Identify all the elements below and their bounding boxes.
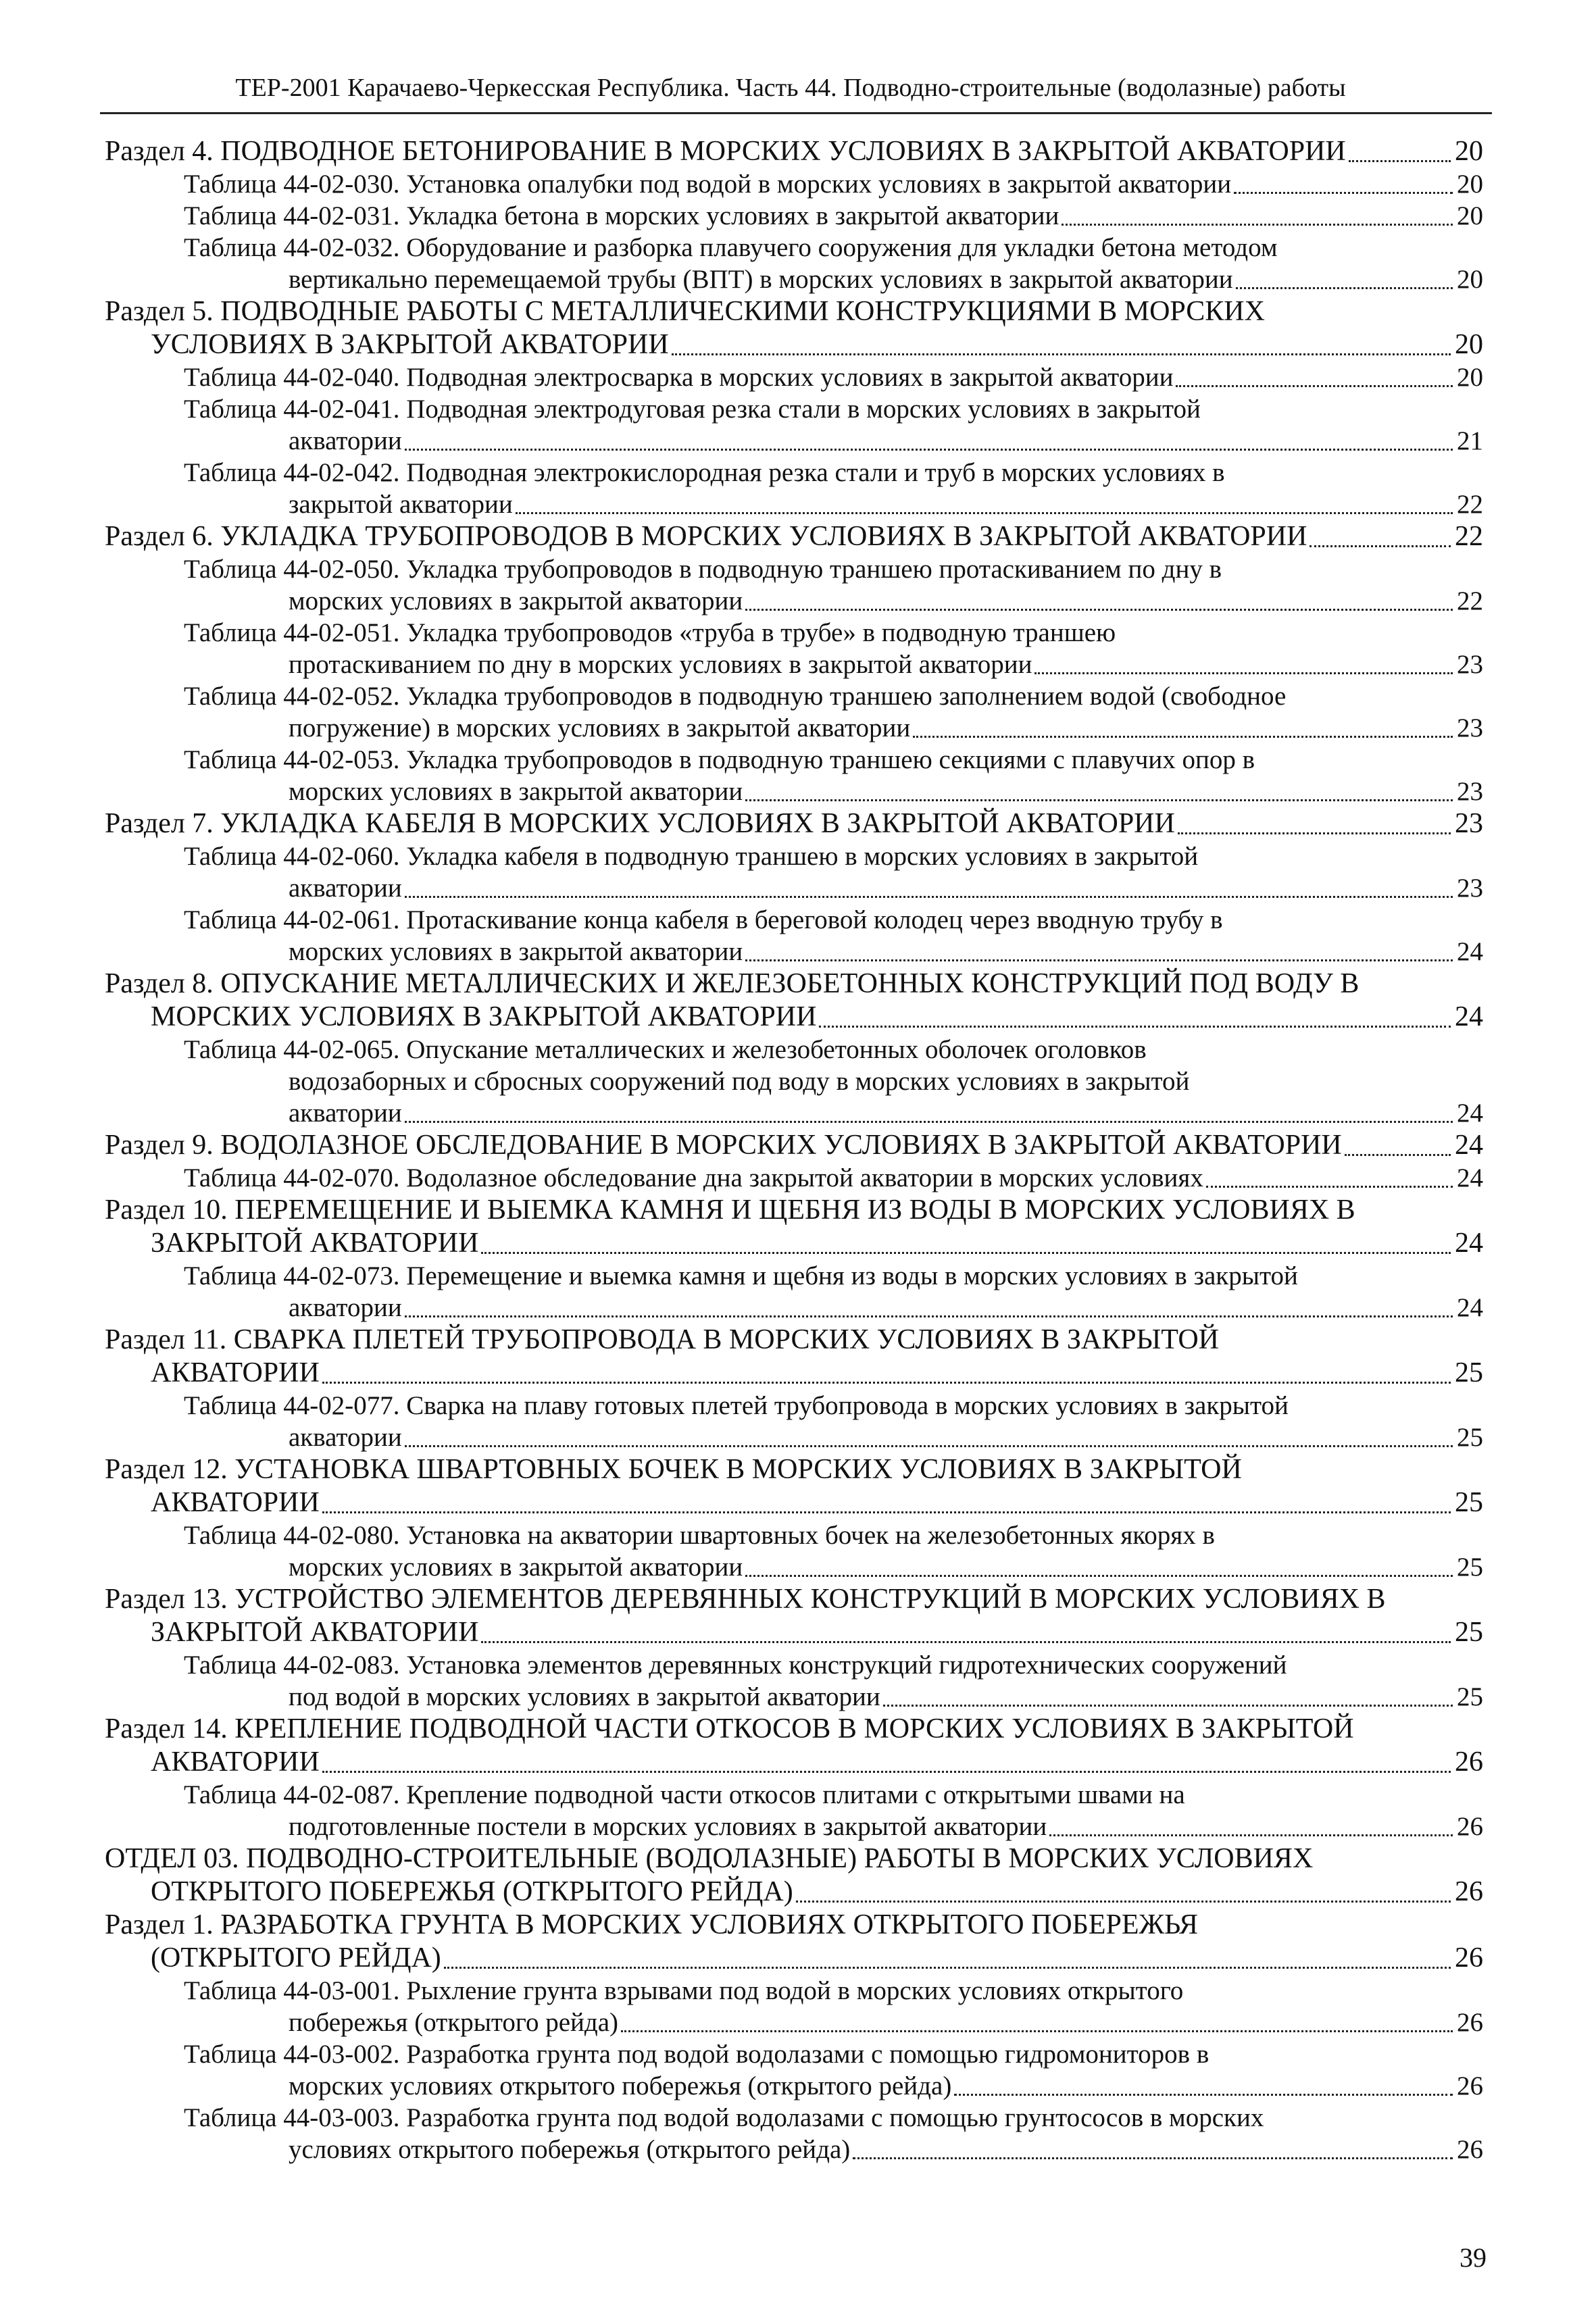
- toc-page-number: 22: [1457, 586, 1483, 615]
- table-of-contents: [0, 135, 1596, 2165]
- dot-leader: [481, 1252, 1451, 1254]
- dot-leader: [883, 1705, 1453, 1707]
- toc-entry-text: Раздел 5. ПОДВОДНЫЕ РАБОТЫ С МЕТАЛЛИЧЕСКИМИ КОНСТРУКЦИЯМИ В МОРСКИХ: [105, 296, 1265, 327]
- toc-table-entry[interactable]: [184, 232, 1483, 295]
- toc-entry-text: Таблица 44-02-065. Опускание металлических и железобетонных оболочек оголовков: [184, 1035, 1147, 1064]
- dot-leader: [745, 1575, 1453, 1577]
- toc-entry-text: Таблица 44-02-030. Установка опалубки под водой в морских условиях в закрытой акватории: [184, 170, 1232, 199]
- dot-leader: [1034, 672, 1453, 674]
- toc-section-entry[interactable]: [105, 967, 1483, 1034]
- toc-entry-text: Таблица 44-02-051. Укладка трубопроводов «труба в трубе» в подводную траншею: [184, 618, 1116, 647]
- toc-entry-text: УСЛОВИЯХ В ЗАКРЫТОЙ АКВАТОРИИ: [151, 329, 669, 360]
- toc-page-number: 26: [1457, 2135, 1483, 2164]
- toc-page-number: 24: [1457, 937, 1483, 966]
- dot-leader: [322, 1382, 1451, 1384]
- toc-page-number: 23: [1457, 650, 1483, 679]
- dot-leader: [1236, 287, 1453, 289]
- toc-entry-text: Таблица 44-02-073. Перемещение и выемка камня и щебня из воды в морских условиях в закрытой: [184, 1261, 1298, 1290]
- toc-table-entry[interactable]: [184, 553, 1483, 617]
- toc-entry-text: морских условиях в закрытой акватории: [289, 1553, 743, 1582]
- toc-table-entry[interactable]: [184, 200, 1483, 232]
- toc-entry-text: Раздел 10. ПЕРЕМЕЩЕНИЕ И ВЫЕМКА КАМНЯ И ЩЕБНЯ ИЗ ВОДЫ В МОРСКИХ УСЛОВИЯХ В: [105, 1194, 1355, 1226]
- toc-entry-text: Таблица 44-02-032. Оборудование и разборка плавучего сооружения для укладки бетона методом: [184, 233, 1278, 262]
- toc-page-number: 25: [1455, 1357, 1483, 1388]
- toc-entry-text: Таблица 44-02-077. Сварка на плаву готовых плетей трубопровода в морских условиях в закрытой: [184, 1391, 1289, 1420]
- toc-table-entry[interactable]: [184, 1390, 1483, 1453]
- toc-entry-text: подготовленные постели в морских условиях в закрытой акватории: [289, 1812, 1047, 1841]
- toc-entry-text: (ОТКРЫТОГО РЕЙДА): [151, 1942, 441, 1973]
- dot-leader: [1178, 832, 1451, 834]
- dot-leader: [481, 1641, 1451, 1643]
- running-header: ТЕР-2001 Карачаево-Черкесская Республика. Часть 44. Подводно-строительные (водолазные) работы: [235, 74, 1346, 102]
- toc-table-entry[interactable]: [184, 1779, 1483, 1842]
- toc-entry-text: акватории: [289, 874, 402, 903]
- toc-entry-text: акватории: [289, 1423, 402, 1452]
- toc-entry-text: водозаборных и сбросных сооружений под воду в морских условиях в закрытой: [289, 1067, 1190, 1096]
- toc-table-entry[interactable]: [184, 617, 1483, 680]
- dot-leader: [405, 449, 1453, 451]
- toc-section-entry[interactable]: [105, 1583, 1483, 1649]
- toc-entry-text: Таблица 44-03-003. Разработка грунта под водой водолазами с помощью грунтососов в морских: [184, 2103, 1264, 2132]
- toc-entry-text: Раздел 4. ПОДВОДНОЕ БЕТОНИРОВАНИЕ В МОРСКИХ УСЛОВИЯХ В ЗАКРЫТОЙ АКВАТОРИИ: [105, 136, 1346, 167]
- toc-entry-text: МОРСКИХ УСЛОВИЯХ В ЗАКРЫТОЙ АКВАТОРИИ: [151, 1001, 817, 1032]
- toc-entry-text: Таблица 44-02-050. Укладка трубопроводов в подводную траншею протаскиванием по дну в: [184, 555, 1222, 584]
- toc-entry-text: АКВАТОРИИ: [151, 1357, 320, 1388]
- toc-table-entry[interactable]: [184, 1260, 1483, 1324]
- dot-leader: [853, 2157, 1453, 2159]
- toc-page-number: 26: [1455, 1876, 1483, 1907]
- toc-entry-text: Раздел 14. КРЕПЛЕНИЕ ПОДВОДНОЙ ЧАСТИ ОТКОСОВ В МОРСКИХ УСЛОВИЯХ В ЗАКРЫТОЙ: [105, 1713, 1354, 1744]
- toc-page-number: 24: [1455, 1228, 1483, 1259]
- toc-entry-text: побережья (открытого рейда): [289, 2008, 619, 2037]
- toc-table-entry[interactable]: [184, 1649, 1483, 1713]
- toc-page-number: 22: [1457, 490, 1483, 519]
- toc-section-entry[interactable]: [105, 135, 1483, 168]
- dot-leader: [1345, 1154, 1451, 1156]
- toc-table-entry[interactable]: [184, 1034, 1483, 1129]
- toc-entry-text: под водой в морских условиях в закрытой акватории: [289, 1682, 880, 1711]
- toc-page-number: 20: [1455, 329, 1483, 360]
- toc-entry-text: ОТКРЫТОГО ПОБЕРЕЖЬЯ (ОТКРЫТОГО РЕЙДА): [151, 1876, 793, 1907]
- toc-entry-text: Таблица 44-02-060. Укладка кабеля в подводную траншею в морских условиях в закрытой: [184, 842, 1199, 871]
- dot-leader: [444, 1967, 1451, 1969]
- dot-leader: [405, 896, 1453, 898]
- toc-page-number: 20: [1455, 136, 1483, 167]
- toc-page-number: 23: [1457, 713, 1483, 743]
- toc-entry-text: Раздел 9. ВОДОЛАЗНОЕ ОБСЛЕДОВАНИЕ В МОРСКИХ УСЛОВИЯХ В ЗАКРЫТОЙ АКВАТОРИИ: [105, 1130, 1342, 1161]
- toc-entry-text: АКВАТОРИИ: [151, 1746, 320, 1778]
- toc-page-number: 24: [1455, 1130, 1483, 1161]
- toc-page-number: 24: [1457, 1163, 1483, 1192]
- toc-page-number: 26: [1457, 2071, 1483, 2101]
- toc-section-entry[interactable]: [105, 1842, 1483, 1909]
- toc-table-entry[interactable]: [184, 361, 1483, 393]
- toc-table-entry[interactable]: [184, 1975, 1483, 2038]
- toc-entry-text: ЗАКРЫТОЙ АКВАТОРИИ: [151, 1228, 479, 1259]
- dot-leader: [1234, 192, 1453, 194]
- toc-section-entry[interactable]: [105, 1129, 1483, 1162]
- dot-leader: [405, 1445, 1453, 1447]
- toc-page-number: 25: [1455, 1617, 1483, 1648]
- toc-section-entry[interactable]: [105, 1324, 1483, 1390]
- toc-entry-text: Таблица 44-02-070. Водолазное обследование дна закрытой акватории в морских условиях: [184, 1163, 1203, 1192]
- toc-entry-text: вертикально перемещаемой трубы (ВПТ) в морских условиях в закрытой акватории: [289, 265, 1233, 294]
- toc-page-number: 25: [1457, 1553, 1483, 1582]
- toc-entry-text: Таблица 44-02-053. Укладка трубопроводов в подводную траншею секциями с плавучих опор в: [184, 745, 1255, 774]
- toc-entry-text: морских условиях в закрытой акватории: [289, 586, 743, 615]
- toc-entry-text: акватории: [289, 1099, 402, 1128]
- toc-table-entry[interactable]: [184, 2038, 1483, 2102]
- toc-table-entry[interactable]: [184, 393, 1483, 457]
- toc-table-entry[interactable]: [184, 904, 1483, 967]
- toc-table-entry[interactable]: [184, 1519, 1483, 1583]
- toc-page-number: 24: [1455, 1001, 1483, 1032]
- dot-leader: [322, 1771, 1451, 1773]
- dot-leader: [819, 1026, 1451, 1028]
- toc-entry-text: условиях открытого побережья (открытого рейда): [289, 2135, 851, 2164]
- toc-entry-text: Таблица 44-03-001. Рыхление грунта взрывами под водой в морских условиях открытого: [184, 1976, 1184, 2005]
- toc-entry-text: морских условиях в закрытой акватории: [289, 937, 743, 966]
- dot-leader: [405, 1121, 1453, 1123]
- toc-entry-text: Раздел 7. УКЛАДКА КАБЕЛЯ В МОРСКИХ УСЛОВИЯХ В ЗАКРЫТОЙ АКВАТОРИИ: [105, 808, 1175, 839]
- dot-leader: [1176, 385, 1453, 387]
- toc-page-number: 25: [1457, 1423, 1483, 1452]
- dot-leader: [796, 1901, 1451, 1903]
- toc-entry-text: морских условиях открытого побережья (открытого рейда): [289, 2071, 952, 2101]
- toc-table-entry[interactable]: [184, 744, 1483, 807]
- dot-leader: [405, 1315, 1453, 1317]
- toc-page-number: 23: [1457, 777, 1483, 806]
- toc-page-number: 26: [1457, 1812, 1483, 1841]
- dot-leader: [745, 609, 1453, 611]
- dot-leader: [1349, 160, 1451, 162]
- toc-section-entry[interactable]: [105, 1194, 1483, 1260]
- dot-leader: [516, 512, 1453, 514]
- toc-page-number: 20: [1457, 170, 1483, 199]
- toc-table-entry[interactable]: [184, 840, 1483, 904]
- dot-leader: [1310, 545, 1451, 547]
- toc-section-entry[interactable]: [105, 1453, 1483, 1519]
- dot-leader: [1062, 224, 1453, 226]
- toc-section-entry[interactable]: [105, 1713, 1483, 1779]
- toc-table-entry[interactable]: [184, 1162, 1483, 1194]
- toc-page-number: 22: [1455, 521, 1483, 552]
- toc-entry-text: Таблица 44-02-052. Укладка трубопроводов в подводную траншею заполнением водой (свободное: [184, 682, 1287, 711]
- toc-section-entry[interactable]: [105, 520, 1483, 553]
- toc-entry-text: акватории: [289, 1293, 402, 1322]
- toc-entry-text: закрытой акватории: [289, 490, 513, 519]
- toc-page-number: 25: [1457, 1682, 1483, 1711]
- toc-page-number: 21: [1457, 426, 1483, 455]
- dot-leader: [913, 736, 1453, 738]
- toc-page-number: 23: [1455, 808, 1483, 839]
- dot-leader: [322, 1511, 1451, 1513]
- toc-page-number: 25: [1455, 1487, 1483, 1518]
- toc-entry-text: ЗАКРЫТОЙ АКВАТОРИИ: [151, 1617, 479, 1648]
- toc-entry-text: Таблица 44-02-083. Установка элементов деревянных конструкций гидротехнических сооружений: [184, 1651, 1287, 1680]
- toc-entry-text: ОТДЕЛ 03. ПОДВОДНО-СТРОИТЕЛЬНЫЕ (ВОДОЛАЗНЫЕ) РАБОТЫ В МОРСКИХ УСЛОВИЯХ: [105, 1843, 1314, 1874]
- toc-page-number: 20: [1457, 265, 1483, 294]
- toc-entry-text: Таблица 44-02-041. Подводная электродуговая резка стали в морских условиях в закрытой: [184, 395, 1201, 424]
- dot-leader: [745, 799, 1453, 801]
- toc-entry-text: Раздел 12. УСТАНОВКА ШВАРТОВНЫХ БОЧЕК В МОРСКИХ УСЛОВИЯХ В ЗАКРЫТОЙ: [105, 1454, 1242, 1485]
- toc-entry-text: Раздел 13. УСТРОЙСТВО ЭЛЕМЕНТОВ ДЕРЕВЯННЫХ КОНСТРУКЦИЙ В МОРСКИХ УСЛОВИЯХ В: [105, 1584, 1386, 1615]
- toc-entry-text: погружение) в морских условиях в закрытой акватории: [289, 713, 911, 743]
- header-divider: [100, 112, 1492, 114]
- toc-page-number: 20: [1457, 363, 1483, 392]
- toc-entry-text: Таблица 44-02-042. Подводная электрокислородная резка стали и труб в морских условиях в: [184, 458, 1225, 487]
- toc-entry-text: протаскиванием по дну в морских условиях в закрытой акватории: [289, 650, 1032, 679]
- dot-leader: [1206, 1186, 1453, 1188]
- toc-section-entry[interactable]: [105, 295, 1483, 361]
- dot-leader: [954, 2094, 1453, 2096]
- dot-leader: [672, 353, 1451, 355]
- toc-entry-text: Таблица 44-03-002. Разработка грунта под водой водолазами с помощью гидромониторов в: [184, 2040, 1210, 2069]
- toc-page-number: 24: [1457, 1099, 1483, 1128]
- toc-section-entry[interactable]: [105, 807, 1483, 840]
- toc-section-entry[interactable]: [105, 1909, 1483, 1975]
- toc-entry-text: Таблица 44-02-061. Протаскивание конца кабеля в береговой колодец через вводную трубу в: [184, 905, 1223, 934]
- toc-entry-text: Таблица 44-02-040. Подводная электросварка в морских условиях в закрытой акватории: [184, 363, 1174, 392]
- toc-page-number: 26: [1457, 2008, 1483, 2037]
- toc-page-number: 24: [1457, 1293, 1483, 1322]
- toc-entry-text: Таблица 44-02-031. Укладка бетона в морских условиях в закрытой акватории: [184, 201, 1059, 230]
- toc-entry-text: Таблица 44-02-087. Крепление подводной части откосов плитами с открытыми швами на: [184, 1780, 1185, 1809]
- toc-entry-text: Таблица 44-02-080. Установка на акватории швартовных бочек на железобетонных якорях в: [184, 1521, 1215, 1550]
- toc-entry-text: Раздел 11. СВАРКА ПЛЕТЕЙ ТРУБОПРОВОДА В МОРСКИХ УСЛОВИЯХ В ЗАКРЫТОЙ: [105, 1324, 1220, 1355]
- toc-entry-text: морских условиях в закрытой акватории: [289, 777, 743, 806]
- toc-entry-text: Раздел 8. ОПУСКАНИЕ МЕТАЛЛИЧЕСКИХ И ЖЕЛЕЗОБЕТОННЫХ КОНСТРУКЦИЙ ПОД ВОДУ В: [105, 968, 1360, 999]
- toc-page-number: 26: [1455, 1746, 1483, 1778]
- toc-entry-text: Раздел 1. РАЗРАБОТКА ГРУНТА В МОРСКИХ УСЛОВИЯХ ОТКРЫТОГО ПОБЕРЕЖЬЯ: [105, 1909, 1199, 1940]
- toc-table-entry[interactable]: [184, 457, 1483, 520]
- dot-leader: [621, 2030, 1453, 2032]
- page-number: 39: [1460, 2242, 1487, 2273]
- toc-entry-text: Раздел 6. УКЛАДКА ТРУБОПРОВОДОВ В МОРСКИХ УСЛОВИЯХ В ЗАКРЫТОЙ АКВАТОРИИ: [105, 521, 1307, 552]
- toc-entry-text: АКВАТОРИИ: [151, 1487, 320, 1518]
- toc-table-entry[interactable]: [184, 680, 1483, 744]
- toc-table-entry[interactable]: [184, 168, 1483, 200]
- toc-table-entry[interactable]: [184, 2102, 1483, 2165]
- toc-page-number: 26: [1455, 1942, 1483, 1973]
- dot-leader: [1049, 1834, 1453, 1836]
- dot-leader: [745, 959, 1453, 961]
- toc-entry-text: акватории: [289, 426, 402, 455]
- toc-page-number: 23: [1457, 874, 1483, 903]
- toc-page-number: 20: [1457, 201, 1483, 230]
